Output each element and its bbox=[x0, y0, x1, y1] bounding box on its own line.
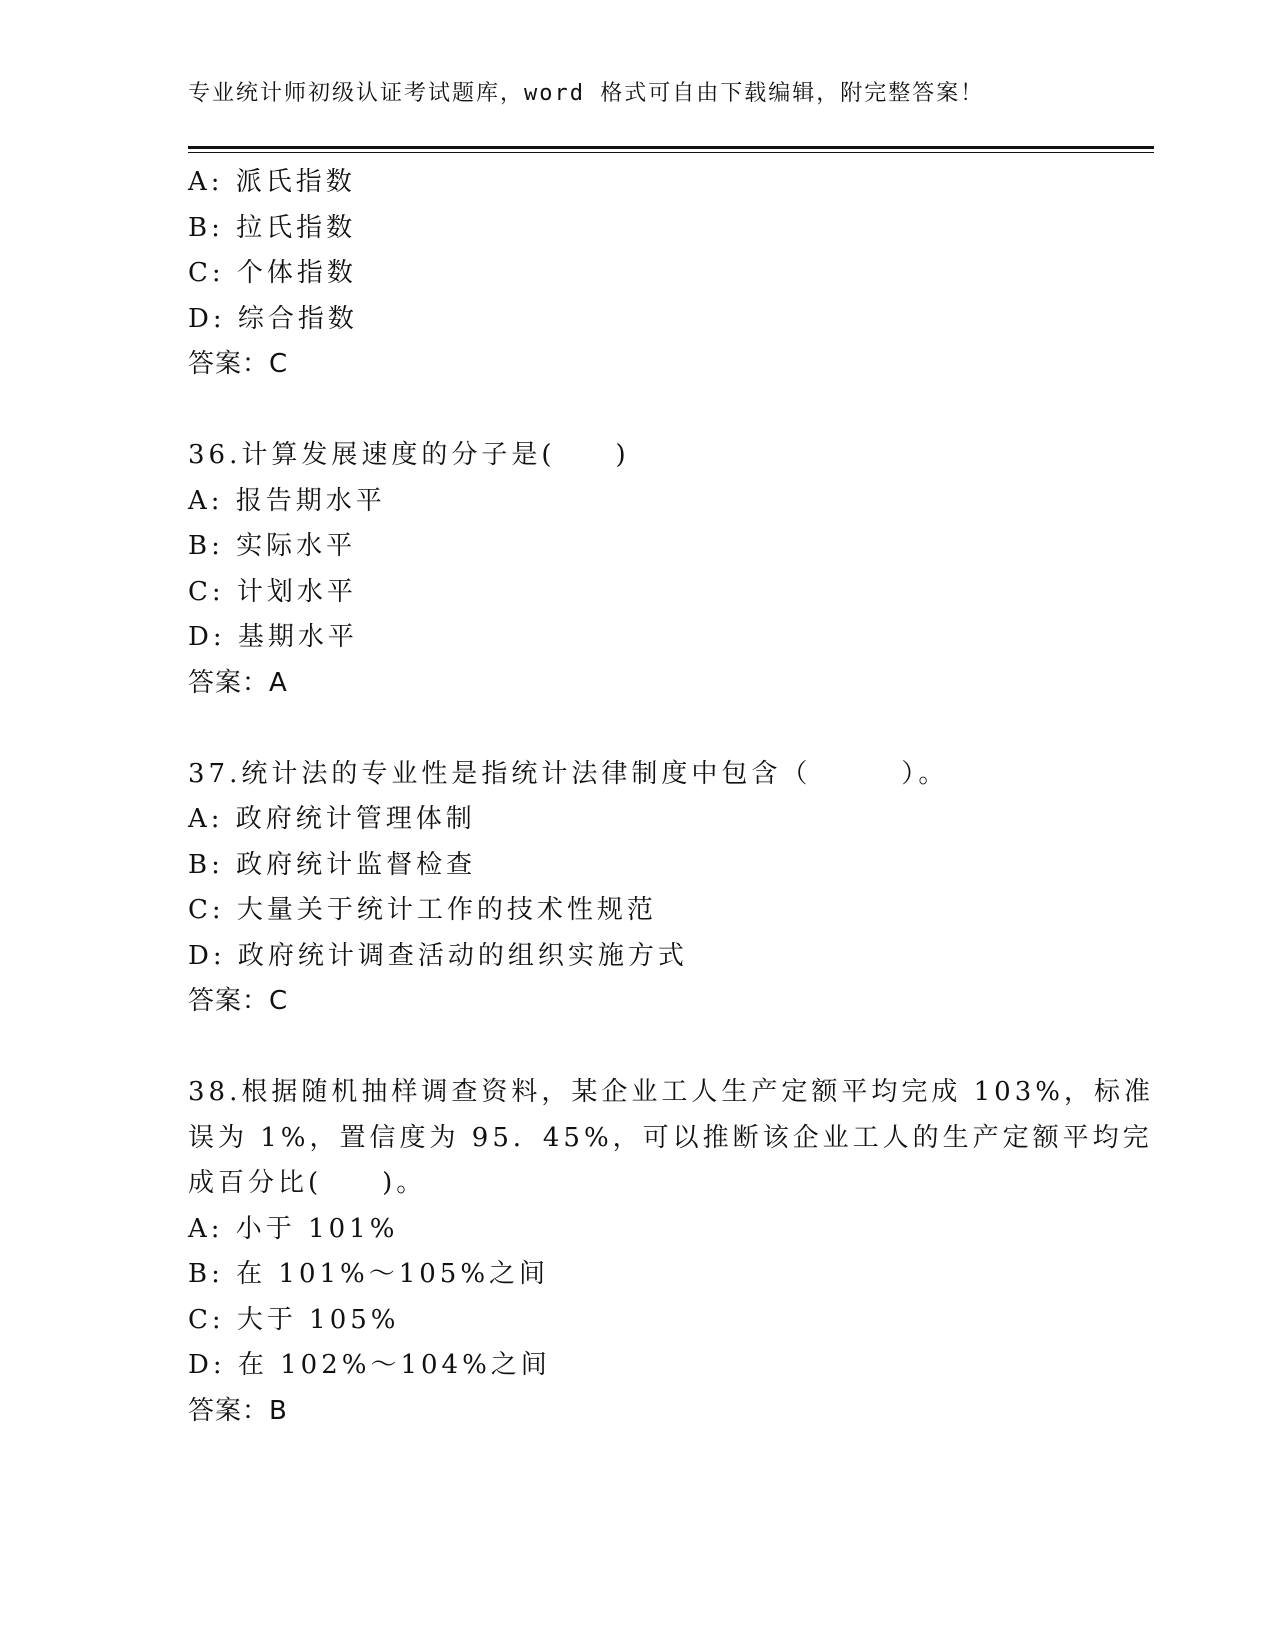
option-d: D: 在 102%～104%之间 bbox=[188, 1350, 551, 1380]
option-b: B: 实际水平 bbox=[188, 531, 357, 561]
question-37 bbox=[188, 752, 1088, 1025]
question-36 bbox=[188, 433, 1088, 706]
answer: 答案：C bbox=[188, 986, 289, 1016]
question-35 bbox=[188, 160, 1088, 388]
question-stem-line-3: 成百分比( )。 bbox=[188, 1168, 427, 1198]
option-a: A: 小于 101% bbox=[188, 1213, 399, 1244]
spacer bbox=[188, 706, 1088, 752]
option-a: A: 政府统计管理体制 bbox=[188, 804, 476, 834]
question-stem-line-2: 误为 1%，置信度为 95．45%，可以推断该企业工人的生产定额平均完 bbox=[188, 1122, 1153, 1153]
header-rule-thin bbox=[188, 152, 1154, 153]
question-stem: 37.统计法的专业性是指统计法律制度中包含（ ）。 bbox=[188, 758, 949, 789]
option-b: B: 政府统计监督检查 bbox=[188, 849, 477, 880]
option-d: D: 基期水平 bbox=[188, 622, 358, 652]
spacer bbox=[188, 388, 1088, 434]
option-c: C: 计划水平 bbox=[188, 576, 357, 607]
option-d: D: 政府统计调查活动的组织实施方式 bbox=[188, 940, 688, 971]
option-b: B: 拉氏指数 bbox=[188, 212, 357, 243]
document-header: 专业统计师初级认证考试题库，word 格式可自由下载编辑，附完整答案！ bbox=[188, 81, 985, 106]
answer: 答案：B bbox=[188, 1395, 288, 1426]
option-c: C: 大量关于统计工作的技术性规范 bbox=[188, 895, 657, 925]
question-38 bbox=[188, 1070, 1154, 1434]
answer: 答案：A bbox=[188, 667, 288, 698]
option-a: A: 派氏指数 bbox=[188, 167, 356, 197]
option-a: A: 报告期水平 bbox=[188, 485, 386, 516]
question-stem: 36.计算发展速度的分子是( ) bbox=[188, 440, 630, 470]
question-list bbox=[188, 160, 1154, 1434]
option-c: C: 个体指数 bbox=[188, 258, 357, 288]
option-d: D: 综合指数 bbox=[188, 303, 358, 334]
header-rule-thick bbox=[188, 146, 1154, 149]
option-b: B: 在 101%～105%之间 bbox=[188, 1259, 550, 1289]
spacer bbox=[188, 1025, 1088, 1071]
question-stem-line-1: 38.根据随机抽样调查资料，某企业工人生产定额平均完成 103%，标准 bbox=[188, 1077, 1154, 1107]
answer: 答案：C bbox=[188, 349, 289, 379]
option-c: C: 大于 105% bbox=[188, 1304, 400, 1335]
